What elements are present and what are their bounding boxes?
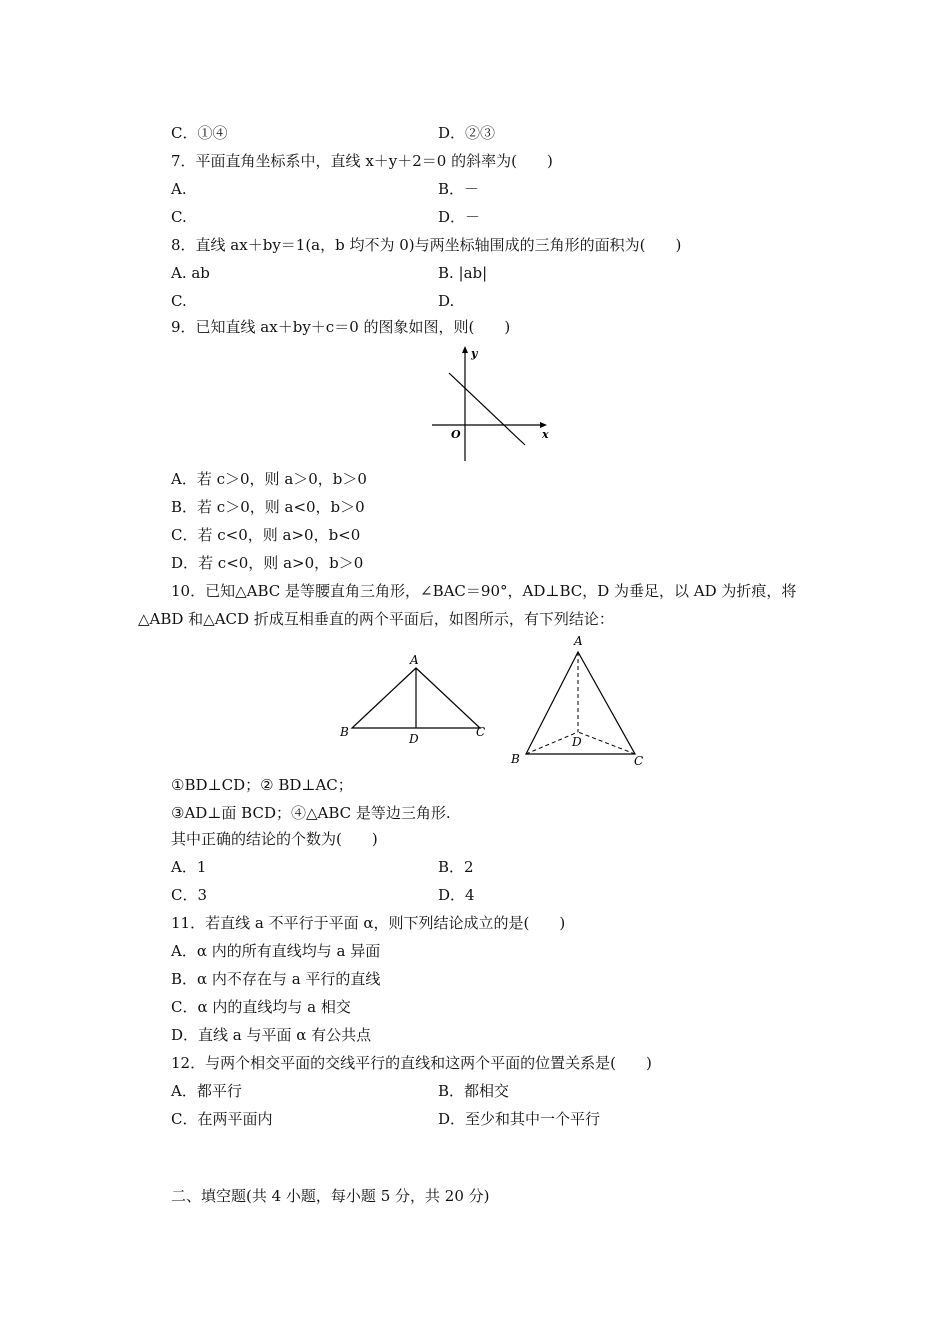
label-b: B	[511, 752, 520, 766]
origin-label: O	[451, 428, 461, 441]
q9-option-c: C．若 c<0，则 a>0，b<0	[171, 526, 361, 544]
q10-option-b: B．2	[438, 858, 474, 876]
q10-conclusions-line2: ③AD⊥面 BCD；④△ABC 是等边三角形.	[171, 804, 451, 822]
q9-option-a: A．若 c＞0，则 a＞0，b＞0	[171, 470, 367, 488]
q10-folded-tetrahedron-figure	[506, 632, 656, 772]
q8-option-c: C.	[171, 292, 187, 310]
section-2-heading: 二、填空题(共 4 小题，每小题 5 分，共 20 分)	[171, 1187, 490, 1205]
q8-stem: 8．直线 ax＋by＝1(a，b 均不为 0)与两坐标轴围成的三角形的面积为( )	[171, 236, 682, 254]
q9-stem: 9．已知直线 ax＋by＋c＝0 的图象如图，则( )	[171, 318, 511, 336]
q8-option-d: D.	[438, 292, 455, 310]
label-a: A	[574, 634, 583, 648]
q6-option-d: D．②③	[438, 124, 496, 142]
q10-option-a: A．1	[171, 858, 207, 876]
q10-conclusions-line1: ①BD⊥CD；② BD⊥AC；	[171, 776, 353, 794]
q10-option-c: C．3	[171, 886, 208, 904]
q10-stem-line2: △ABD 和△ACD 折成互相垂直的两个平面后，如图所示，有下列结论：	[138, 610, 614, 628]
label-b: B	[340, 725, 349, 739]
q7-option-b: B．－	[438, 180, 480, 198]
q11-stem: 11．若直线 a 不平行于平面 α，则下列结论成立的是( )	[171, 914, 566, 932]
q11-option-d: D．直线 a 与平面 α 有公共点	[171, 1026, 372, 1044]
q10-stem-line1: 10．已知△ABC 是等腰直角三角形，∠BAC＝90°，AD⊥BC，D 为垂足，以 AD 为折痕，将	[171, 582, 797, 600]
q10-flat-triangle-figure	[332, 648, 492, 748]
q10-question: 其中正确的结论的个数为( )	[171, 830, 378, 848]
q12-stem: 12．与两个相交平面的交线平行的直线和这两个平面的位置关系是( )	[171, 1054, 652, 1072]
q8-option-b: B. |ab|	[438, 264, 488, 282]
y-axis-arrow	[462, 346, 468, 353]
q7-option-a: A.	[171, 180, 187, 198]
q9-line-graph-figure	[420, 343, 560, 465]
q12-option-d: D．至少和其中一个平行	[438, 1110, 601, 1128]
q11-option-a: A．α 内的所有直线均与 a 异面	[171, 942, 381, 960]
y-axis-label: y	[471, 347, 478, 360]
x-axis-label: x	[542, 428, 549, 441]
q10-option-d: D．4	[438, 886, 475, 904]
q7-stem: 7．平面直角坐标系中，直线 x＋y＋2＝0 的斜率为( )	[171, 152, 553, 170]
label-c: C	[476, 725, 486, 739]
hidden-edge-bd	[526, 732, 578, 754]
q9-option-b: B．若 c＞0，则 a<0，b＞0	[171, 498, 365, 516]
label-c: C	[634, 754, 644, 768]
q6-option-c: C．①④	[171, 124, 228, 142]
q12-option-a: A．都平行	[171, 1082, 242, 1100]
label-d: D	[572, 735, 582, 749]
q12-option-b: B．都相交	[438, 1082, 510, 1100]
label-d: D	[409, 732, 419, 746]
q7-option-c: C.	[171, 208, 187, 226]
q9-option-d: D．若 c<0，则 a>0，b＞0	[171, 554, 364, 572]
label-a: A	[410, 653, 419, 667]
hidden-edge-cd	[578, 732, 635, 754]
q12-option-c: C．在两平面内	[171, 1110, 273, 1128]
q11-option-c: C．α 内的直线均与 a 相交	[171, 998, 351, 1016]
q7-option-d: D．－	[438, 208, 481, 226]
q11-option-b: B．α 内不存在与 a 平行的直线	[171, 970, 381, 988]
q8-option-a: A. ab	[171, 264, 210, 282]
